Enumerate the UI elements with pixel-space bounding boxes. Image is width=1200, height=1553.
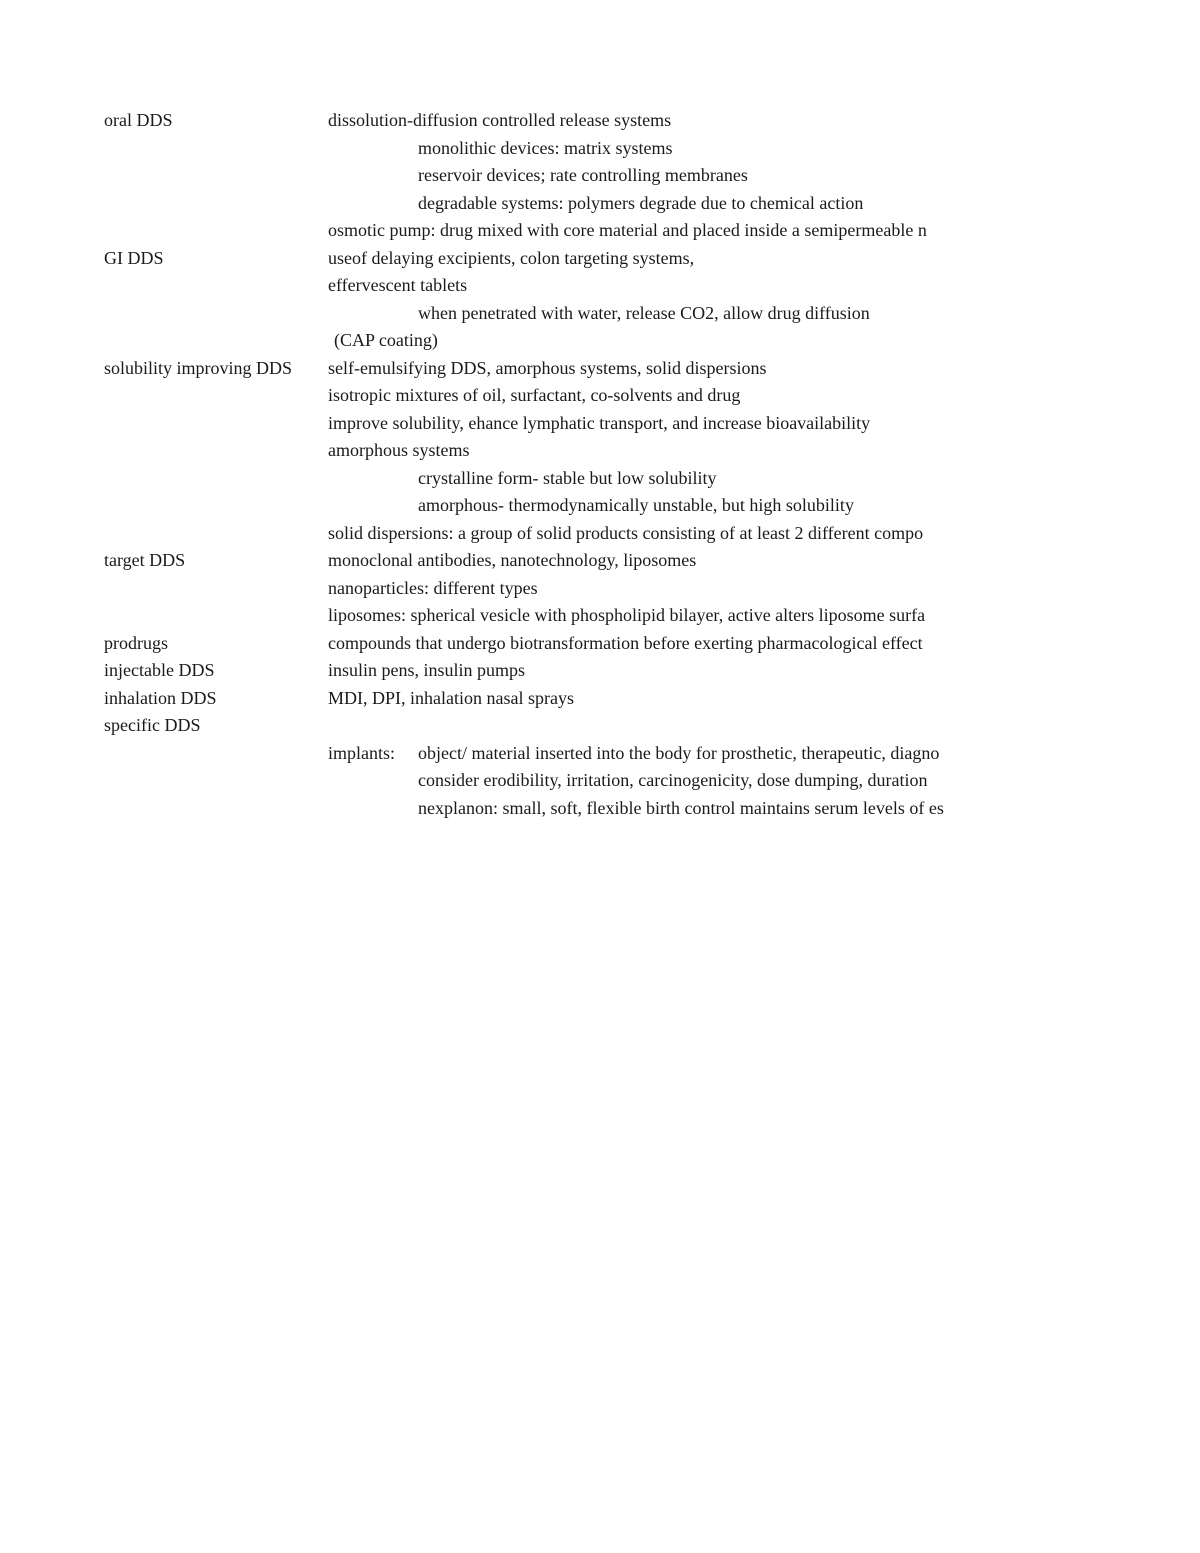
description-cell: insulin pens, insulin pumps (328, 660, 526, 680)
row-reservoir (0, 162, 1200, 189)
row-effervescent (0, 272, 1200, 299)
row-nanoparticles (0, 575, 1200, 602)
description-cell: degradable systems: polymers degrade due to chemical action (418, 193, 864, 213)
row-specific-dds (0, 712, 1200, 739)
row-amorphous-systems (0, 437, 1200, 464)
description-cell: (CAP coating) (334, 330, 438, 350)
description-cell: liposomes: spherical vesicle with phospholipid bilayer, active alters liposome surfa (328, 605, 926, 625)
row-injectable-dds (0, 657, 1200, 684)
row-osmotic (0, 217, 1200, 244)
row-prodrugs (0, 630, 1200, 657)
row-degradable (0, 190, 1200, 217)
description-cell: solid dispersions: a group of solid products consisting of at least 2 different compo (328, 523, 924, 543)
category-cell: oral DDS (104, 110, 173, 130)
description-cell: isotropic mixtures of oil, surfactant, co-solvents and drug (328, 385, 741, 405)
category-cell: solubility improving DDS (104, 358, 293, 378)
row-co2 (0, 300, 1200, 327)
row-crystalline (0, 465, 1200, 492)
description-cell: useof delaying excipients, colon targeting systems, (328, 248, 695, 268)
description-cell: reservoir devices; rate controlling membranes (418, 165, 748, 185)
description-cell: monolithic devices: matrix systems (418, 138, 673, 158)
category-cell: injectable DDS (104, 660, 215, 680)
row-inhalation-dds (0, 685, 1200, 712)
description-cell: monoclonal antibodies, nanotechnology, liposomes (328, 550, 697, 570)
row-solid-dispersions (0, 520, 1200, 547)
row-nexplanon (0, 795, 1200, 822)
description-cell: improve solubility, ehance lymphatic transport, and increase bioavailability (328, 413, 871, 433)
description-cell: crystalline form- stable but low solubility (418, 468, 717, 488)
description-cell: consider erodibility, irritation, carcinogenicity, dose dumping, duration (418, 770, 928, 790)
description-cell: compounds that undergo biotransformation before exerting pharmacological effect (328, 633, 923, 653)
row-gi-dds (0, 245, 1200, 272)
description-cell: self-emulsifying DDS, amorphous systems, solid dispersions (328, 355, 1046, 382)
category-cell: specific DDS (104, 715, 201, 735)
row-cap-coating (0, 327, 1200, 354)
row-liposomes (0, 602, 1200, 629)
row-isotropic (0, 382, 1200, 409)
description-cell: when penetrated with water, release CO2, allow drug diffusion (418, 303, 870, 323)
row-solubility-dds (0, 355, 1200, 382)
description-cell: amorphous systems (328, 440, 470, 460)
row-erodibility (0, 767, 1200, 794)
row-amorphous (0, 492, 1200, 519)
description-cell: dissolution-diffusion controlled release systems (328, 110, 672, 130)
description-cell: osmotic pump: drug mixed with core material and placed inside a semipermeable n (328, 220, 927, 240)
row-oral-dds (0, 107, 1200, 134)
row-target-dds (0, 547, 1200, 574)
row-monolithic (0, 135, 1200, 162)
description-cell: MDI, DPI, inhalation nasal sprays (328, 688, 574, 708)
description-cell: nexplanon: small, soft, flexible birth control maintains serum levels of es (418, 798, 944, 818)
implants-label: implants: (328, 743, 395, 763)
row-implants (0, 740, 1200, 767)
description-cell: nanoparticles: different types (328, 578, 538, 598)
description-cell: amorphous- thermodynamically unstable, but high solubility (418, 495, 854, 515)
category-cell: inhalation DDS (104, 688, 217, 708)
description-cell: effervescent tablets (328, 275, 468, 295)
category-cell: prodrugs (104, 633, 168, 653)
row-improve-solubility (0, 410, 1200, 437)
description-cell: object/ material inserted into the body for prosthetic, therapeutic, diagno (418, 743, 940, 763)
category-cell: GI DDS (104, 248, 164, 268)
category-cell: target DDS (104, 550, 186, 570)
